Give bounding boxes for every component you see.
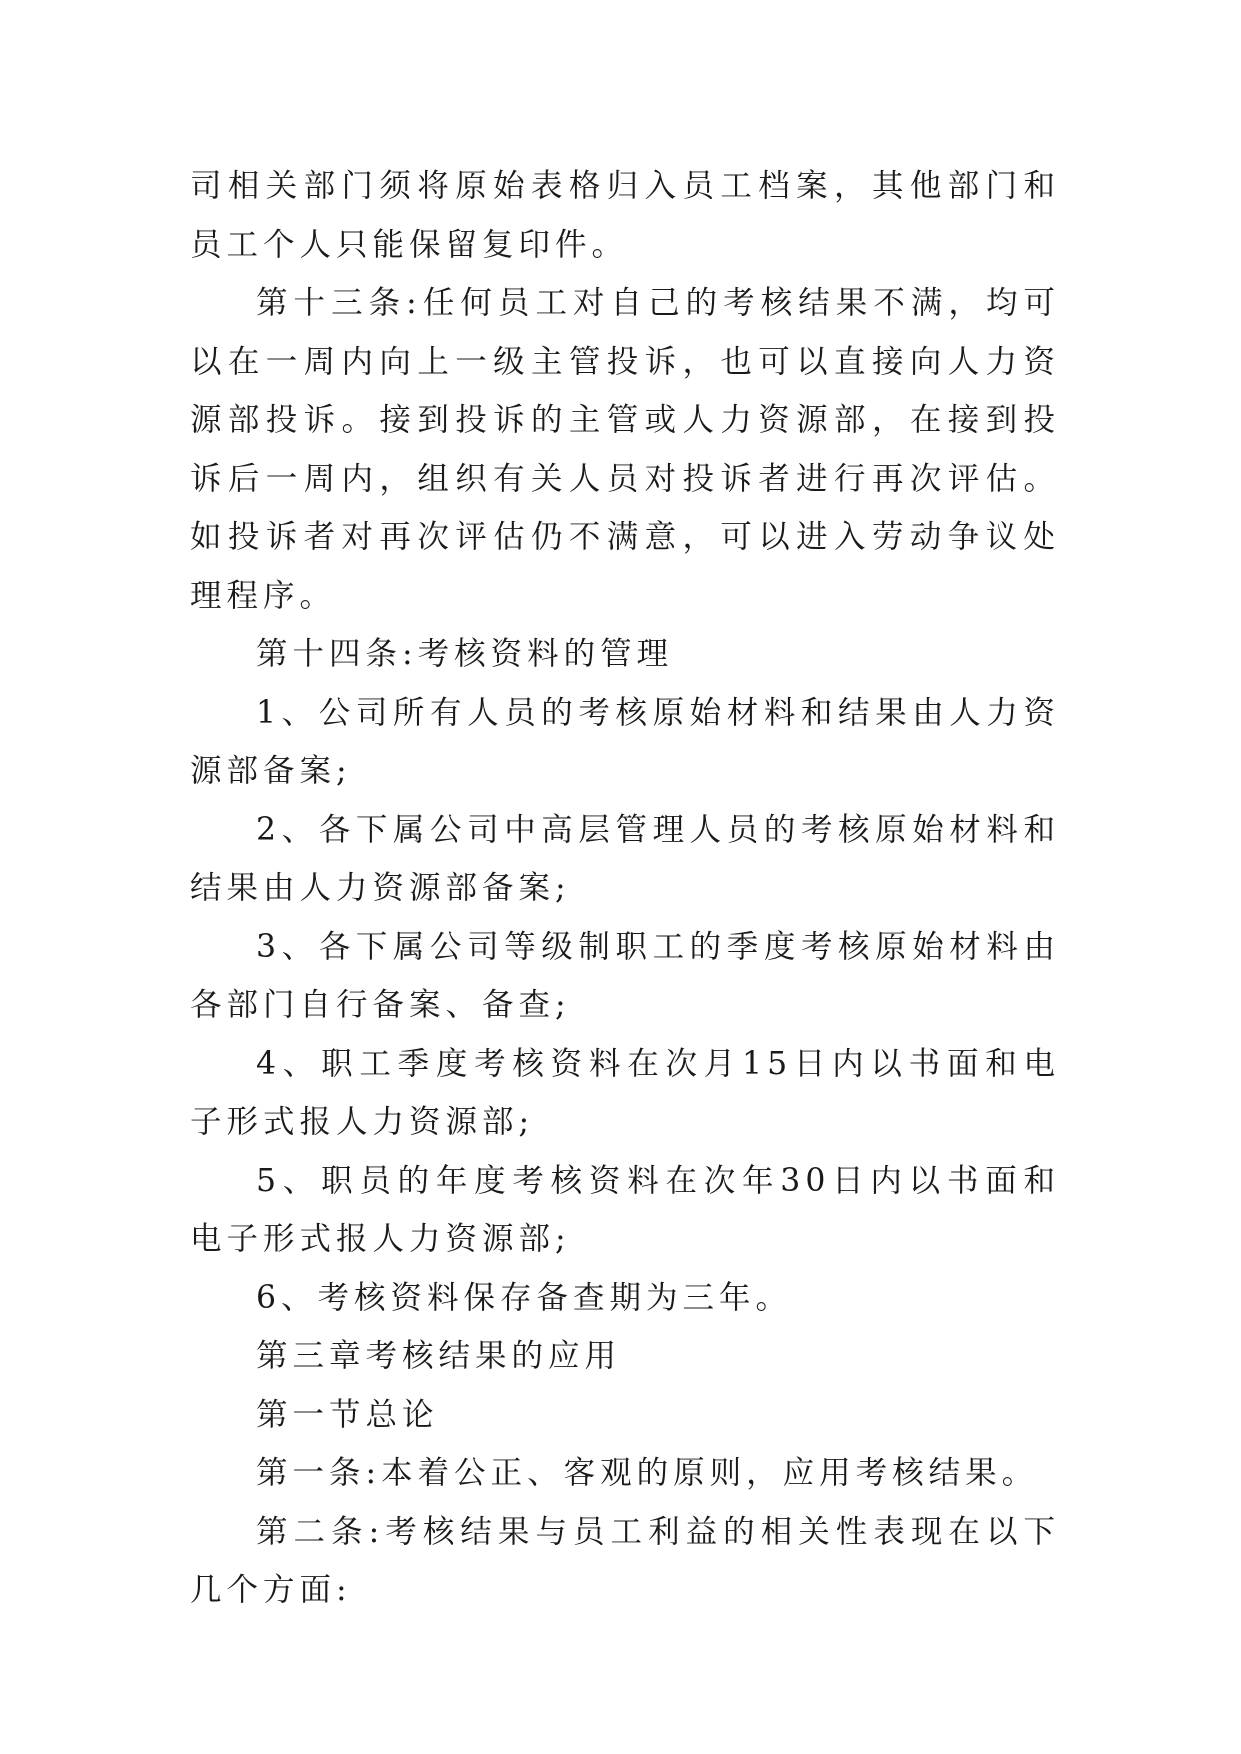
document-body	[190, 157, 1060, 1620]
paragraph-article-14: 第十四条:考核资料的管理	[256, 636, 674, 672]
list-item-6: 6、考核资料保存备查期为三年。	[256, 1279, 793, 1316]
section-heading: 第一节总论	[256, 1396, 439, 1433]
list-item-1: 1、公司所有人员的考核原始材料和结果由人力资源部备案;	[190, 694, 1060, 789]
list-item-2: 2、各下属公司中高层管理人员的考核原始材料和结果由人力资源部备案;	[190, 811, 1060, 906]
paragraph-article-2: 第二条:考核结果与员工利益的相关性表现在以下几个方面:	[190, 1513, 1060, 1608]
list-item-4: 4、职工季度考核资料在次月15日内以书面和电子形式报人力资源部;	[190, 1045, 1060, 1140]
paragraph-continuation: 司相关部门须将原始表格归入员工档案，其他部门和员工个人只能保留复印件。	[190, 168, 1060, 263]
paragraph-article-1: 第一条:本着公正、客观的原则，应用考核结果。	[256, 1455, 1039, 1491]
chapter-heading: 第三章考核结果的应用	[256, 1338, 622, 1374]
paragraph-article-13: 第十三条:任何员工对自己的考核结果不满，均可以在一周内向上一级主管投诉，也可以直接向人力资源部投诉。接到投诉的主管或人力资源部，在接到投诉后一周内，组织有关人员对投诉者进行再次评估。如投诉者对再次评估仍不满意，可以进入劳动争议处理程序。	[190, 285, 1060, 614]
list-item-5: 5、职员的年度考核资料在次年30日内以书面和电子形式报人力资源部;	[190, 1162, 1060, 1257]
list-item-3: 3、各下属公司等级制职工的季度考核原始材料由各部门自行备案、备查;	[190, 928, 1060, 1023]
